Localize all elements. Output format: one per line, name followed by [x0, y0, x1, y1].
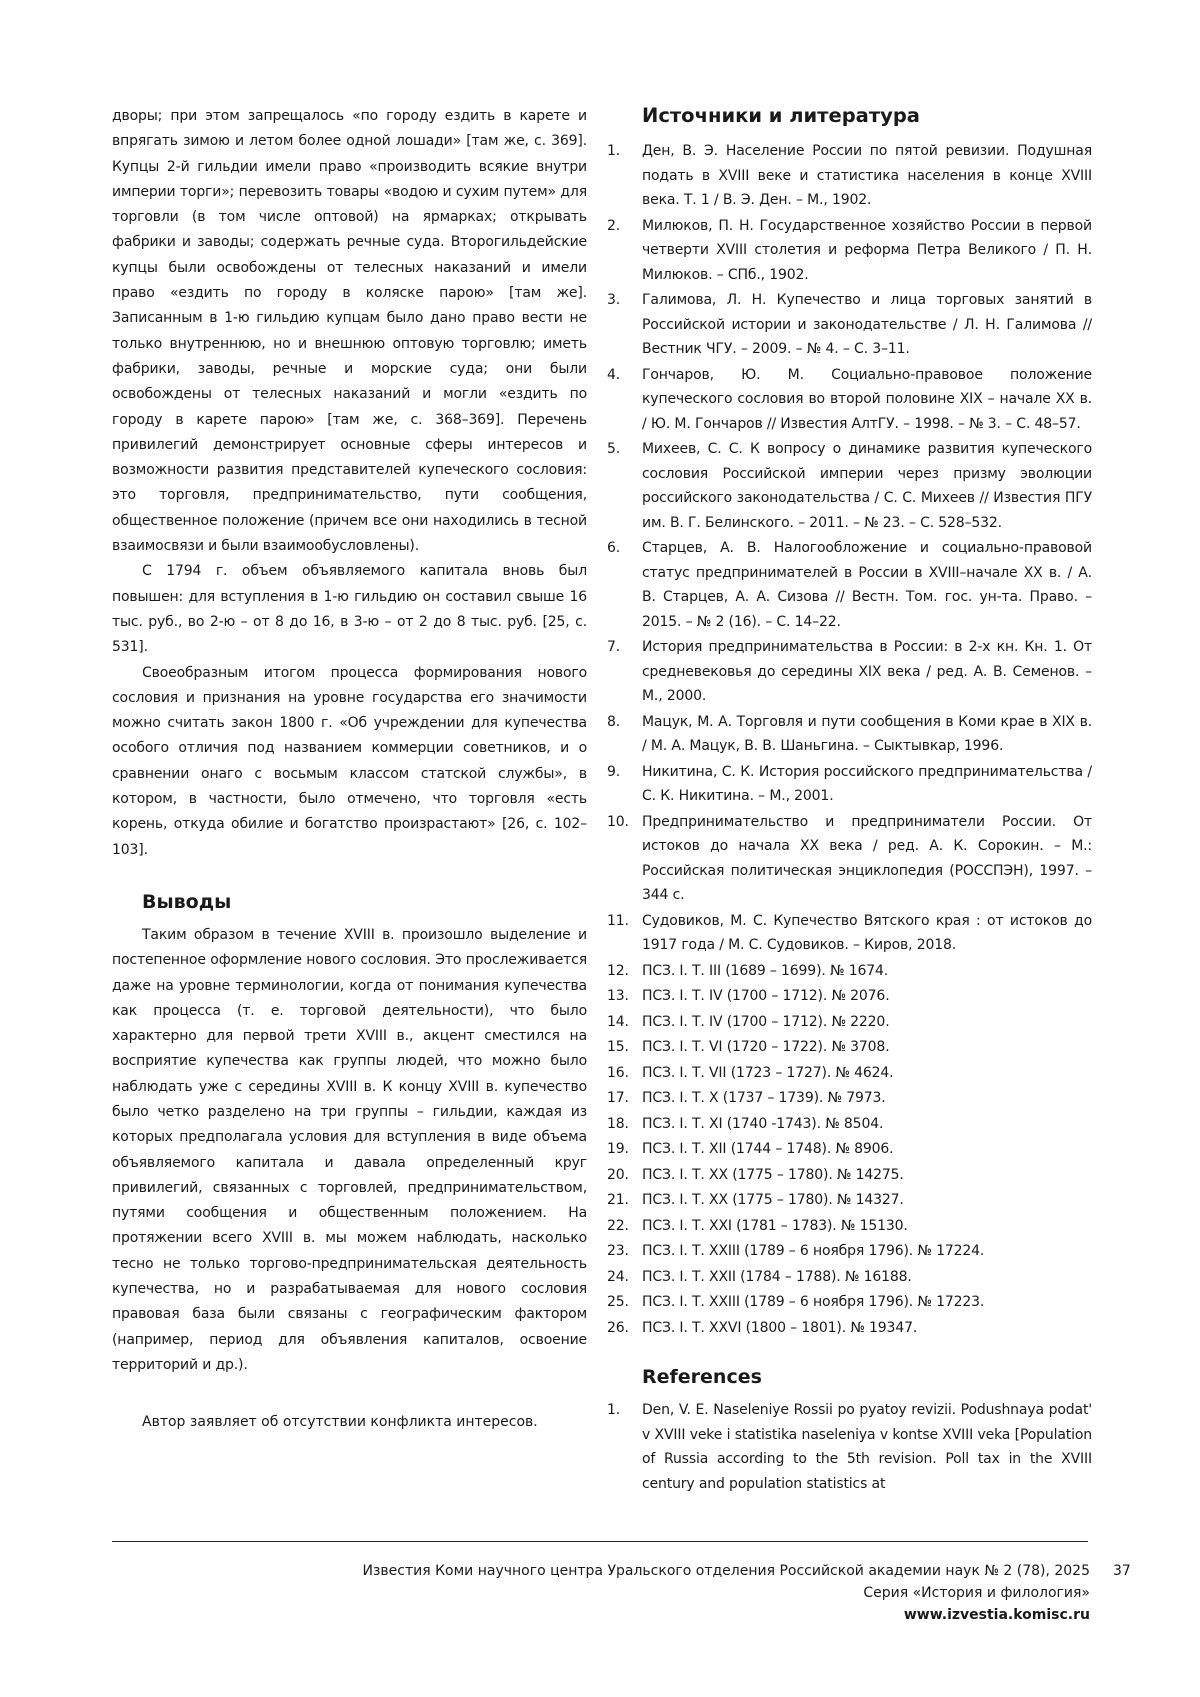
source-item-number: 19.	[607, 1141, 629, 1157]
journal-title: Известия Коми научного центра Уральского отделения Российской академии наук № 2 (78), 2025	[362, 1563, 1090, 1579]
source-item-number: 20.	[607, 1166, 629, 1183]
source-item-number: 1.	[607, 143, 621, 159]
source-item	[607, 1265, 1092, 1290]
source-item-number: 2.	[607, 217, 621, 234]
source-item-text: ПСЗ. I. Т. IV (1700 – 1712). № 2076.	[642, 988, 890, 1004]
source-item-text: ПСЗ. I. Т. XXIII (1789 – 6 ноября 1796). № 17223.	[642, 1294, 985, 1310]
source-item-text: Мацук, М. А. Торговля и пути сообщения в Коми крае в XIX в. / М. А. Мацук, В. В. Шаньгина. – Сыктывкар, 1996.	[642, 713, 1092, 754]
source-item-text: ПСЗ. I. Т. XII (1744 – 1748). № 8906.	[642, 1141, 894, 1157]
sources-heading: Источники и литература	[642, 104, 920, 127]
source-item-text: ПСЗ. I. Т. XI (1740 -1743). № 8504.	[642, 1115, 884, 1132]
source-item-number: 17.	[607, 1090, 629, 1106]
source-item-number: 23.	[607, 1243, 629, 1259]
source-item-text: Никитина, С. К. История российского предпринимательства / С. К. Никитина. – М., 2001.	[642, 763, 1092, 804]
source-item-text: ПСЗ. I. Т. X (1737 – 1739). № 7973.	[642, 1090, 886, 1106]
right-column	[607, 104, 1092, 1497]
source-item-number: 16.	[607, 1064, 629, 1081]
source-item-text: Милюков, П. Н. Государственное хозяйство России в первой четверти XVIII столетия и реформа Петра Великого / П. Н. Милюков. – СПб., 1902.	[642, 217, 1092, 283]
conflict-of-interest-statement: Автор заявляет об отсутствии конфликта интересов.	[142, 1414, 538, 1431]
source-item-number: 18.	[607, 1115, 629, 1132]
source-item-text: ПСЗ. I. Т. XXI (1781 – 1783). № 15130.	[642, 1217, 908, 1234]
source-item-number: 11.	[607, 912, 629, 929]
left-column	[112, 104, 587, 1430]
source-item	[607, 363, 1092, 437]
source-item-number: 24.	[607, 1268, 629, 1285]
journal-series: Серия «История и филология»	[863, 1585, 1090, 1601]
source-item	[607, 1214, 1092, 1239]
source-item-number: 8.	[607, 713, 621, 730]
source-item	[607, 437, 1092, 535]
source-item-text: ПСЗ. I. Т. XXII (1784 – 1788). № 16188.	[642, 1268, 912, 1285]
source-item	[607, 288, 1092, 362]
source-item	[607, 214, 1092, 288]
journal-website: www.izvestia.komisc.ru	[903, 1607, 1090, 1623]
source-item-text: ПСЗ. I. Т. IV (1700 – 1712). № 2220.	[642, 1013, 890, 1030]
source-item-text: История предпринимательства в России: в 2-х кн. Кн. 1. От средневековья до середины XIX века / ред. А. В. Семенов. – М., 2000.	[642, 639, 1092, 704]
references-list	[607, 1398, 1092, 1496]
reference-item	[607, 1398, 1092, 1496]
source-item-text: ПСЗ. I. Т. XXVI (1800 – 1801). № 19347.	[642, 1319, 918, 1336]
source-item	[607, 1137, 1092, 1162]
source-item-number: 15.	[607, 1039, 629, 1055]
source-item	[607, 984, 1092, 1009]
source-item-number: 25.	[607, 1294, 629, 1310]
source-item-number: 5.	[607, 441, 621, 457]
references-heading: References	[642, 1366, 762, 1388]
source-item-text: ПСЗ. I. Т. VII (1723 – 1727). № 4624.	[642, 1064, 894, 1081]
source-item	[607, 1188, 1092, 1213]
source-item-text: ПСЗ. I. Т. XX (1775 – 1780). № 14275.	[642, 1166, 904, 1183]
source-item-number: 3.	[607, 292, 621, 308]
source-item	[607, 1239, 1092, 1264]
source-item-text: Михеев, С. С. К вопросу о динамике развития купеческого сословия Российской империи через призму эволюции российского законодательства / С. С. Михеев // Известия ПГУ им. В. Г. Белинского. – 2011. – № 23. – С. 528–532.	[642, 441, 1092, 531]
source-item-text: Старцев, А. В. Налогообложение и социально-правовой статус предпринимателей в России в XVIII–начале XX в. / А. В. Старцев, А. А. Сизова // Вестн. Том. гос. ун-та. Право. – 2015. – № 2 (16). – С. 14–22.	[642, 540, 1092, 630]
source-item	[607, 1061, 1092, 1086]
source-item	[607, 1316, 1092, 1341]
source-item-number: 22.	[607, 1217, 629, 1234]
source-item-text: Судовиков, М. С. Купечество Вятского края : от истоков до 1917 года / М. С. Судовиков. – Киров, 2018.	[642, 912, 1092, 953]
source-item	[607, 760, 1092, 809]
source-item-number: 14.	[607, 1013, 629, 1030]
source-item	[607, 1086, 1092, 1111]
footer-divider	[112, 1541, 1088, 1542]
source-item-number: 6.	[607, 540, 621, 556]
source-item-number: 4.	[607, 366, 621, 383]
source-item-number: 9.	[607, 763, 621, 780]
source-item-text: ПСЗ. I. Т. XXIII (1789 – 6 ноября 1796). № 17224.	[642, 1243, 985, 1259]
source-item	[607, 810, 1092, 908]
source-item-text: ПСЗ. I. Т. VI (1720 – 1722). № 3708.	[642, 1039, 890, 1055]
source-item	[607, 1290, 1092, 1315]
source-item	[607, 909, 1092, 958]
source-item-text: Ден, В. Э. Население России по пятой ревизии. Подушная подать в XVIII веке и статистика населения в конце XVIII века. Т. 1 / В. Э. Ден. – М., 1902.	[642, 143, 1092, 208]
source-item	[607, 139, 1092, 213]
page-footer	[363, 1560, 1091, 1626]
source-item	[607, 1163, 1092, 1188]
body-paragraph-2: С 1794 г. объем объявляемого капитала вновь был повышен: для вступления в 1-ю гильдию он составил свыше 16 тыс. руб., во 2-ю – от 8 до 16, в 3-ю – от 2 до 8 тыс. руб. [25, с. 531].	[112, 563, 587, 656]
source-item-number: 26.	[607, 1319, 629, 1336]
body-paragraph-3: Своеобразным итогом процесса формирования нового сословия и признания на уровне государства его значимости можно считать закон 1800 г. «Об учреждении для купечества особого отличия под названием коммерции советников, и о сравнении онаго с восьмым классом статской службы», в котором, в частности, было отмечено, что торговля «есть корень, откуда обилие и богатство произрастают» [26, с. 102–103].	[112, 664, 587, 858]
reference-item-number: 1.	[607, 1402, 621, 1418]
source-item	[607, 710, 1092, 759]
conclusions-paragraph: Таким образом в течение XVIII в. произошло выделение и постепенное оформление нового сословия. Это прослеживается даже на уровне терминологии, когда от понимания купечества как процесса (т. е. торговой деятельности), что было характерно для первой трети XVIII в., акцент сместился на восприятие купечества как группы людей, что можно было наблюдать уже с середины XVIII в. К концу XVIII в. купечество было четко разделено на три группы – гильдии, каждая из которых предполагала условия для вступления в виде объема объявляемого капитала и давала определенный круг привилегий, связанных с торговлей, предпринимательством, путями сообщения и общественным положением. На протяжении всего XVIII в. мы можем наблюдать, насколько тесно не только торгово-предпринимательская деятельность купечества, но и разрабатываемая для нового сословия правовая база были связаны с географическим фактором (например, период для объявления капиталов, освоение территорий и др.).	[112, 926, 587, 1373]
source-item	[607, 959, 1092, 984]
conclusions-heading: Выводы	[142, 890, 232, 913]
reference-item-text: Den, V. E. Naseleniye Rossii po pyatoy revizii. Podushnaya podat' v XVIII veke i statistika naseleniya v kontse XVIII veka [Population of Russia according to the 5th revision. Poll tax in the XVIII century and population statistics at	[642, 1402, 1092, 1492]
source-item-number: 13.	[607, 988, 629, 1004]
source-item-number: 10.	[607, 813, 629, 830]
source-item	[607, 635, 1092, 709]
source-item-text: Предпринимательство и предприниматели России. От истоков до начала XX века / ред. А. К. Сорокин. – М.: Российская политическая энциклопедия (РОССПЭН), 1997. – 344 с.	[642, 813, 1092, 903]
body-paragraph-1: дворы; при этом запрещалось «по городу ездить в карете и впрягать зимою и летом более одной лошади» [там же, с. 369]. Купцы 2-й гильдии имели право «производить всякие внутри империи торги»; перевозить товары «водою и сухим путем» для торговли (в том числе оптовой) на ярмарках; открывать фабрики и заводы; содержать речные суда. Второгильдейские купцы были освобождены от телесных наказаний и имели право «ездить по городу в коляске парою» [там же]. Записанным в 1-ю гильдию купцам было дано право вести не только внутреннюю, но и внешнюю оптовую торговлю; иметь фабрики, заводы, речные и морские суда; они были освобождены от телесных наказаний и могли «ездить по городу в карете парою» [там же, с. 368–369]. Перечень привилегий демонстрирует основные сферы интересов и возможности развития представителей купеческого сословия: это торговля, предпринимательство, пути сообщения, общественное положение (причем все они находились в тесной взаимосвязи и были взаимообусловлены).	[112, 108, 587, 555]
source-item	[607, 536, 1092, 634]
source-item-text: ПСЗ. I. Т. III (1689 – 1699). № 1674.	[642, 962, 889, 979]
source-item-text: Гончаров, Ю. М. Социально-правовое положение купеческого сословия во второй половине XIX – начале XX в. / Ю. М. Гончаров // Известия АлтГУ. – 1998. – № 3. – С. 48–57.	[642, 366, 1092, 432]
source-item	[607, 1112, 1092, 1137]
source-item-text: ПСЗ. I. Т. XX (1775 – 1780). № 14327.	[642, 1192, 904, 1208]
source-item-number: 7.	[607, 639, 621, 655]
source-item-number: 12.	[607, 962, 629, 979]
source-item-number: 21.	[607, 1192, 629, 1208]
source-item-text: Галимова, Л. Н. Купечество и лица торговых занятий в Российской истории и законодательстве / Л. Н. Галимова // Вестник ЧГУ. – 2009. – № 4. – С. 3–11.	[642, 292, 1092, 357]
source-item	[607, 1010, 1092, 1035]
source-item	[607, 1035, 1092, 1060]
sources-list	[607, 139, 1092, 1340]
page-number: 37	[1113, 1563, 1131, 1579]
